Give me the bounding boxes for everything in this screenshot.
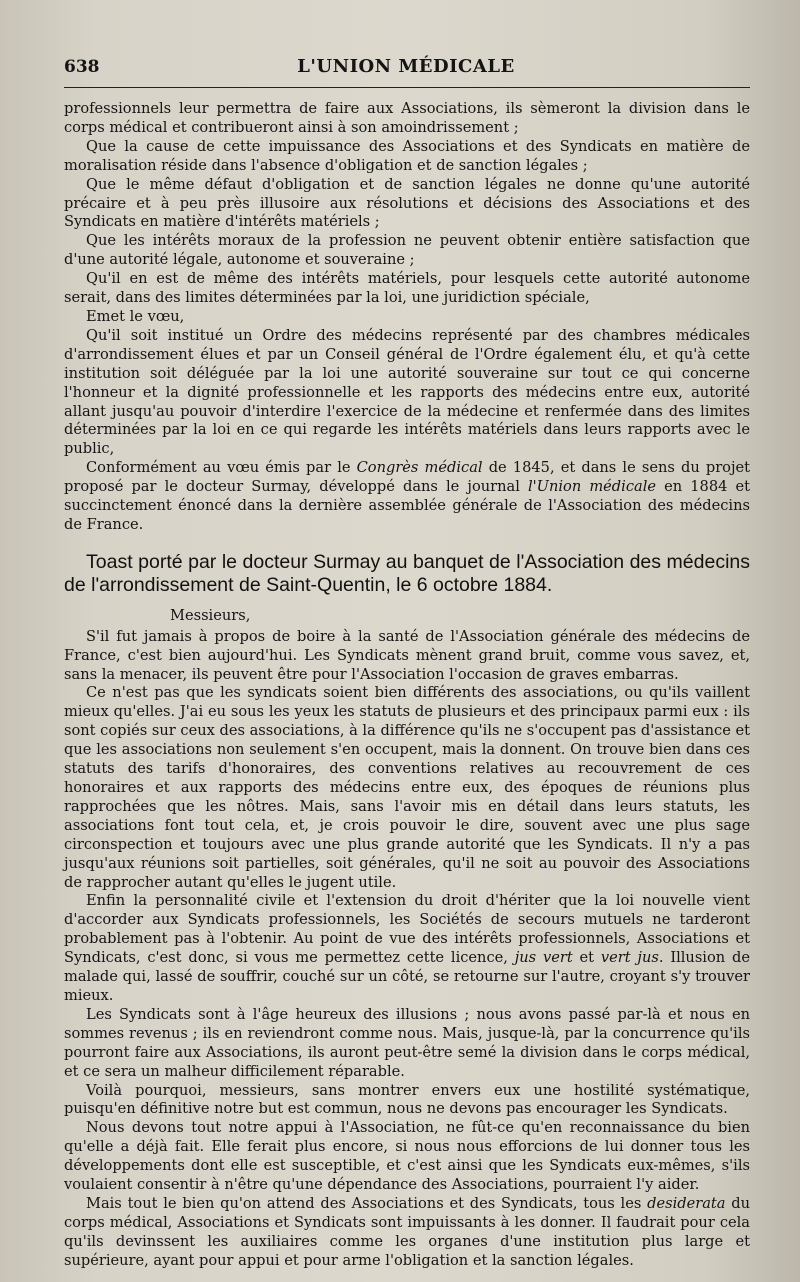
paragraph-conformement	[64, 459, 750, 535]
paragraph: Voilà pourquoi, messieurs, sans montrer envers eux une hostilité systématique, puisqu'en définitive notre but est commun, nous ne devons pas encourager les Syndicats.	[64, 1081, 750, 1118]
salutation: Messieurs,	[170, 606, 251, 624]
section-heading: Toast porté par le docteur Surmay au banquet de l'Association des médecins de l'arrondissement de Saint-Quentin, le 6 octobre 1884.	[64, 550, 750, 596]
paragraph: Que le même défaut d'obligation et de sanction légales ne donne qu'une autorité précaire et à peu près illusoire aux résolutions et décisions des Associations et des Syndicats en matière d'intérêts matériels ;	[64, 175, 750, 231]
paragraph: Nous devons tout notre appui à l'Association, ne fût-ce qu'en reconnaissance du bien qu'elle a déjà fait. Elle ferait plus encore, si nous nous efforcions de lui donner tous les développements dont elle est susceptible, et c'est ainsi que les Syndicats eux-mêmes, s'ils voulaient consentir à n'être qu'une dépendance des Associations, pourraient l'y aider.	[64, 1119, 750, 1194]
text-run: Enfin la personnalité civile et l'extension du droit d'hériter que la loi nouvelle vient d'accorder aux Syndicats professionnels, les Sociétés de secours mutuels ne tarderont probablement pas à l'obtenir. Au point de vue des intérêts professionnels, Associations et Syndicats, c'est donc, si vous me permettez cette licence,	[64, 892, 750, 967]
article-body	[64, 100, 750, 1271]
running-title: L'UNION MÉDICALE	[297, 56, 515, 77]
paragraph: Qu'il en est de même des intérêts matériels, pour lesquels cette autorité autonome serait, dans des limites déterminées par la loi, une juridiction spéciale,	[64, 270, 750, 307]
italic-run: l'Union médicale	[528, 478, 656, 496]
paragraph: S'il fut jamais à propos de boire à la santé de l'Association générale des médecins de France, c'est bien aujourd'hui. Les Syndicats mènent grand bruit, comme vous savez, et, sans la menacer, ils peuvent être pour l'Association l'occasion de graves embarras.	[64, 627, 750, 683]
italic-run: jus vert	[514, 949, 573, 967]
paragraph: Les Syndicats sont à l'âge heureux des illusions ; nous avons passé par-là et nous en sommes revenus ; ils en reviendront comme nous. Mais, jusque-là, par la concurrence qu'ils pourront faire aux Associations, ils auront peut-être semé la division dans le corps médical, et ce sera un malheur difficilement réparable.	[64, 1005, 750, 1080]
text-run: Conformément au vœu émis par le	[86, 459, 357, 477]
paragraph: professionnels leur permettra de faire aux Associations, ils sèmeront la division dans le corps médical et contribueront ainsi à son amoindrissement ;	[64, 100, 750, 136]
italic-run: vert jus	[600, 949, 659, 967]
paragraph: Qu'il soit institué un Ordre des médecins représenté par des chambres médicales d'arrondissement élues et par un Conseil général de l'Ordre également élu, et qu'à cette institution soit déléguée par la loi une autorité souveraine sur tout ce qui concerne l'honneur et la dignité professionnelle et les rapports des médecins entre eux, autorité allant jusqu'au pouvoir d'interdire l'exercice de la médecine et renfermée dans des limites déterminées par la loi en ce qui regarde les intérêts matériels dans leurs rapports avec le public,	[64, 326, 750, 458]
text-run: en 1884 et succinctement énoncé dans la dernière assemblée générale de l'Association des médecins de France.	[64, 478, 750, 533]
paragraph-last	[64, 1195, 750, 1271]
paragraph: Que la cause de cette impuissance des Associations et des Syndicats en matière de moralisation réside dans l'absence d'obligation et de sanction légales ;	[64, 137, 750, 174]
page-number: 638	[64, 57, 100, 77]
header-rule	[64, 87, 750, 88]
page-header	[64, 54, 748, 82]
text-run: et	[572, 949, 601, 967]
italic-run: desiderata	[647, 1194, 726, 1212]
paragraph: Ce n'est pas que les syndicats soient bien différents des associations, ou qu'ils vaillent mieux qu'elles. J'ai eu sous les yeux les statuts de plusieurs et des principaux parmi eux : ils sont copiés sur ceux des associations, à la différence qu'ils ne s'occupent pas d'assistance et que les associations non seulement s'en occupent, mais la donnent. On trouve bien dans ces statuts des tarifs d'honoraires, des conventions relatives au recouvrement de ces honoraires et aux rapports des médecins entre eux, des époques de réunions plus rapprochées que les nôtres. Mais, sans l'avoir mis en détail dans leurs statuts, les associations font tout cela, et, je crois pouvoir le dire, souvent avec une plus sage circonspection et toujours avec une plus grande autorité que les Syndicats. Il n'y a pas jusqu'aux réunions soit partielles, soit générales, qu'il ne soit au pouvoir des Associations de rapprocher autant qu'elles le jugent utile.	[64, 684, 750, 891]
paragraph: Emet le vœu,	[86, 307, 185, 325]
italic-run: Congrès médical	[356, 459, 483, 477]
text-run: . Illusion de malade qui, lassé de souffrir, couché sur un côté, se retourne sur l'autre, croyant s'y trouver mieux.	[64, 949, 750, 1004]
text-run: Mais tout le bien qu'on attend des Associations et des Syndicats, tous les	[86, 1194, 648, 1212]
text-run: du corps médical, Associations et Syndicats sont impuissants à les donner. Il faudrait pour cela qu'ils devinssent les auxiliaires comme les organes d'une institution plus large et supérieure, ayant pour appui et pour arme l'obligation et la sanction légales.	[64, 1194, 750, 1269]
text-run: de 1845, et dans le sens du projet proposé par le docteur Surmay, développé dans le journal	[64, 459, 750, 496]
paragraph-enfin	[64, 892, 750, 1005]
paragraph: Que les intérêts moraux de la profession ne peuvent obtenir entière satisfaction que d'une autorité légale, autonome et souveraine ;	[64, 232, 750, 269]
